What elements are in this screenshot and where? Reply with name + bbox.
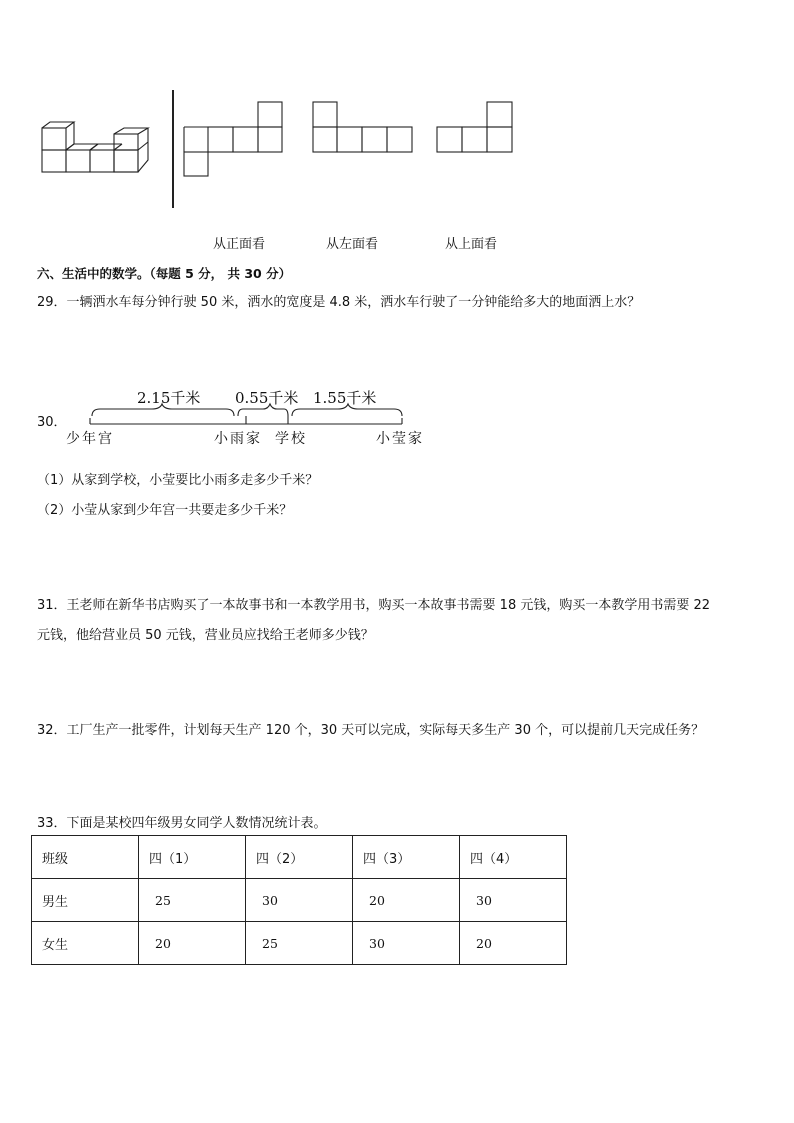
question-31-line2: 元钱，他给营业员 50 元钱，营业员应找给王老师多少钱？: [37, 628, 374, 643]
table-cell: 女生: [32, 922, 139, 965]
table-cell: 20: [139, 922, 246, 965]
table-cell: 25: [246, 922, 353, 965]
view-label-top: 从上面看: [445, 237, 498, 252]
question-30-sub1: （1）从家到学校，小莹要比小雨多走多少千米？: [37, 473, 319, 488]
stats-table: [31, 835, 567, 965]
segment-label-1: 2.15千米: [137, 389, 201, 407]
segment-label-2: 0.55千米: [235, 389, 299, 407]
table-header-cell: 四（3）: [353, 836, 460, 879]
place-label-youth-palace: 少年宫: [66, 431, 114, 447]
view-label-left: 从左面看: [326, 237, 379, 252]
table-row: [32, 922, 567, 965]
table-cell: 30: [460, 879, 567, 922]
table-header-cell: 四（2）: [246, 836, 353, 879]
question-31-line1: 31．王老师在新华书店购买了一本故事书和一本教学用书，购买一本故事书需要 18 元钱，购买一本教学用书需要 22: [37, 598, 711, 613]
view-label-front: 从正面看: [213, 237, 266, 252]
table-cell: 20: [460, 922, 567, 965]
question-32: 32．工厂生产一批零件，计划每天生产 120 个，30 天可以完成，实际每天多生产 30 个，可以提前几天完成任务？: [37, 723, 705, 738]
table-cell: 30: [353, 922, 460, 965]
section-heading: 六、生活中的数学。（每题 5 分， 共 30 分）: [37, 266, 292, 281]
left-view-grid: [312, 101, 414, 153]
table-header-cell: 四（4）: [460, 836, 567, 879]
table-header-row: [32, 836, 567, 879]
question-30-number: 30．: [37, 415, 67, 430]
question-30-sub2: （2）小莹从家到少年宫一共要走多少千米？: [37, 503, 293, 518]
table-cell: 25: [139, 879, 246, 922]
table-cell: 30: [246, 879, 353, 922]
table-row: [32, 879, 567, 922]
question-29: 29．一辆洒水车每分钟行驶 50 米，洒水的宽度是 4.8 米，洒水车行驶了一分钟能给多大的地面洒上水？: [37, 295, 641, 310]
segment-label-3: 1.55千米: [313, 389, 377, 407]
place-label-xiaoyu-home: 小雨家: [214, 431, 262, 447]
cube-solid-figure: [40, 120, 155, 180]
place-label-xiaoying-home: 小莹家: [376, 431, 424, 447]
top-view-grid: [436, 101, 514, 153]
table-cell: 男生: [32, 879, 139, 922]
table-header-cell: 四（1）: [139, 836, 246, 879]
place-label-school: 学校: [275, 431, 307, 447]
table-header-cell: 班级: [32, 836, 139, 879]
distance-diagram: [88, 404, 408, 430]
front-view-grid: [183, 101, 283, 177]
separator-line: [172, 90, 174, 208]
question-33: 33．下面是某校四年级男女同学人数情况统计表。: [37, 816, 327, 831]
table-cell: 20: [353, 879, 460, 922]
